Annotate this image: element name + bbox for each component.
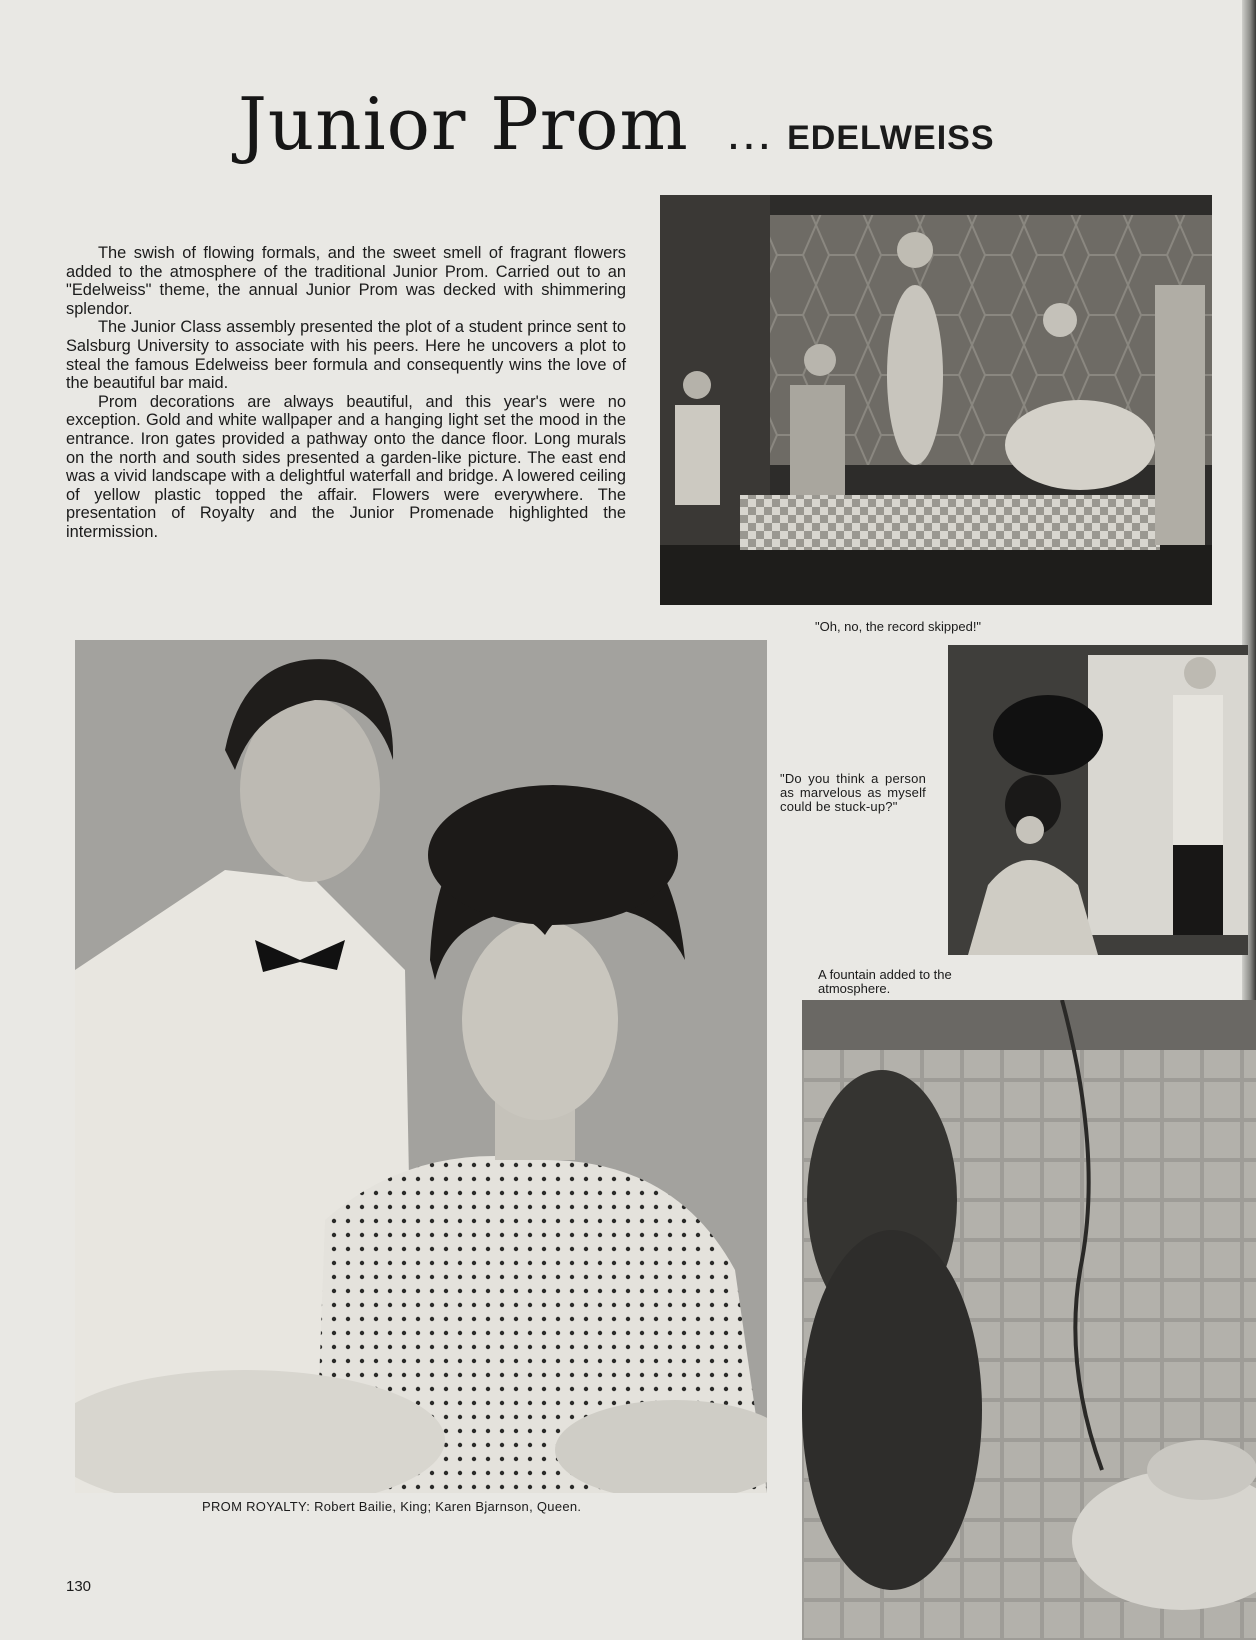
play-photo-art xyxy=(660,195,1212,605)
royalty-caption: PROM ROYALTY: Robert Bailie, King; Karen Bjarnson, Queen. xyxy=(202,1499,582,1514)
title-main: Junior Prom xyxy=(238,82,689,166)
royalty-portrait xyxy=(75,640,767,1493)
article-body xyxy=(66,244,626,542)
page-title xyxy=(238,82,995,166)
title-ellipsis: ... xyxy=(728,119,776,157)
article-paragraph-3: Prom decorations are always beautiful, and this year's were no exception. Gold and white wallpaper and a hanging light set the mood in the entrance. Iron gates provided a pathway onto the dance floor. Long murals on the north and south sides presented a garden-like picture. The east end was a vivid landscape with a delightful waterfall and bridge. A lowered ceiling of yellow plastic topped the affair. Flowers were everywhere. The presentation of Royalty and the Junior Promenade highlighted the intermission. xyxy=(66,392,626,541)
royalty-portrait-art xyxy=(75,640,767,1493)
play-photo xyxy=(660,195,1212,605)
fountain-photo-art xyxy=(802,1000,1256,1640)
stuckup-caption: "Do you think a person as marvelous as myself could be stuck-up?" xyxy=(780,771,926,814)
fountain-caption: A fountain added to the atmosphere. xyxy=(818,967,952,996)
page-number: 130 xyxy=(66,1578,92,1595)
article-paragraph-2: The Junior Class assembly presented the plot of a student prince sent to Salsburg University to associate with his peers. Here he uncovers a plot to steal the famous Edelweiss beer formula and consequently wins the love of the beautiful bar maid. xyxy=(66,318,626,393)
play-photo-caption: "Oh, no, the record skipped!" xyxy=(815,619,982,634)
article-paragraph-1: The swish of flowing formals, and the sweet smell of fragrant flowers added to the atmosphere of the traditional Junior Prom. Carried out to an "Edelweiss" theme, the annual Junior Prom was decked with shimmering splendor. xyxy=(66,244,626,318)
stuckup-photo xyxy=(948,645,1248,955)
stuckup-photo-art xyxy=(948,645,1248,955)
title-subtitle: EDELWEISS xyxy=(787,119,995,157)
fountain-photo xyxy=(802,1000,1256,1640)
